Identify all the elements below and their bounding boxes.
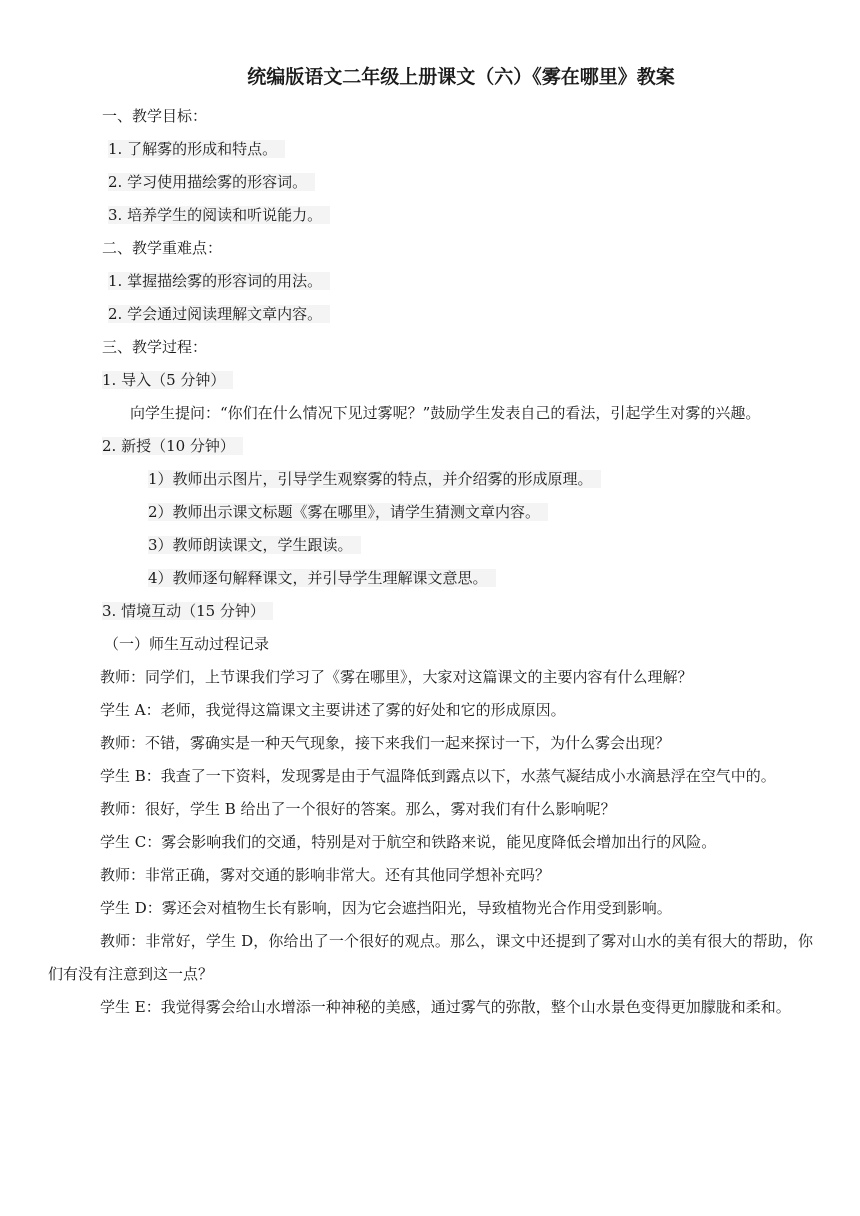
- step-heading: 2. 新授（10 分钟）: [102, 437, 243, 455]
- goal-item: 1. 了解雾的形成和特点。: [108, 140, 285, 158]
- dialog-line: 学生 B：我查了一下资料，发现雾是由于气温降低到露点以下，水蒸气凝结成小水滴悬浮在空气中的。: [100, 767, 776, 785]
- dialog-line: 教师：不错，雾确实是一种天气现象，接下来我们一起来探讨一下，为什么雾会出现？: [100, 734, 671, 752]
- step2-item: 1）教师出示图片，引导学生观察雾的特点，并介绍雾的形成原理。: [148, 470, 601, 488]
- document-body: [48, 100, 813, 1024]
- dialog-line: 学生 E：我觉得雾会给山水增添一种神秘的美感，通过雾气的弥散，整个山水景色变得更加朦胧和柔和。: [100, 998, 791, 1016]
- document-title: 统编版语文二年级上册课文（六）《雾在哪里》教案: [247, 66, 675, 88]
- goal-item: 3. 培养学生的阅读和听说能力。: [108, 206, 330, 224]
- step-heading: 3. 情境互动（15 分钟）: [102, 602, 273, 620]
- key-item: 2. 学会通过阅读理解文章内容。: [108, 305, 330, 323]
- goal-item: 2. 学习使用描绘雾的形容词。: [108, 173, 315, 191]
- key-item: 1. 掌握描绘雾的形容词的用法。: [108, 272, 330, 290]
- dialog-line: 教师：非常正确，雾对交通的影响非常大。还有其他同学想补充吗？: [100, 866, 551, 884]
- dialog-line: 教师：同学们，上节课我们学习了《雾在哪里》，大家对这篇课文的主要内容有什么理解？: [100, 668, 693, 686]
- key-heading: 二、教学重难点：: [102, 239, 223, 257]
- dialog-line: 学生 D：雾还会对植物生长有影响，因为它会遮挡阳光，导致植物光合作用受到影响。: [100, 899, 672, 917]
- step2-item: 2）教师出示课文标题《雾在哪里》，请学生猜测文章内容。: [148, 503, 548, 521]
- dialog-line: 学生 A：老师，我觉得这篇课文主要讲述了雾的好处和它的形成原因。: [100, 701, 566, 719]
- step2-item: 3）教师朗读课文，学生跟读。: [148, 536, 361, 554]
- record-heading: （一）师生互动过程记录: [104, 635, 270, 653]
- process-heading: 三、教学过程：: [102, 338, 208, 356]
- goals-heading: 一、教学目标：: [102, 107, 208, 125]
- dialog-line: 教师：很好，学生 B 给出了一个很好的答案。那么，雾对我们有什么影响呢？: [100, 800, 616, 818]
- step-heading: 1. 导入（5 分钟）: [102, 371, 233, 389]
- dialog-line: 教师：非常好，学生 D，你给出了一个很好的观点。那么，课文中还提到了雾对山水的美有很大的帮助，你们有没有注意到这一点？: [48, 932, 813, 983]
- step2-item: 4）教师逐句解释课文，并引导学生理解课文意思。: [148, 569, 496, 587]
- step1-paragraph: 向学生提问：“你们在什么情况下见过雾呢？”鼓励学生发表自己的看法，引起学生对雾的兴趣。: [130, 404, 761, 422]
- dialog-line: 学生 C：雾会影响我们的交通，特别是对于航空和铁路来说，能见度降低会增加出行的风险。: [100, 833, 717, 851]
